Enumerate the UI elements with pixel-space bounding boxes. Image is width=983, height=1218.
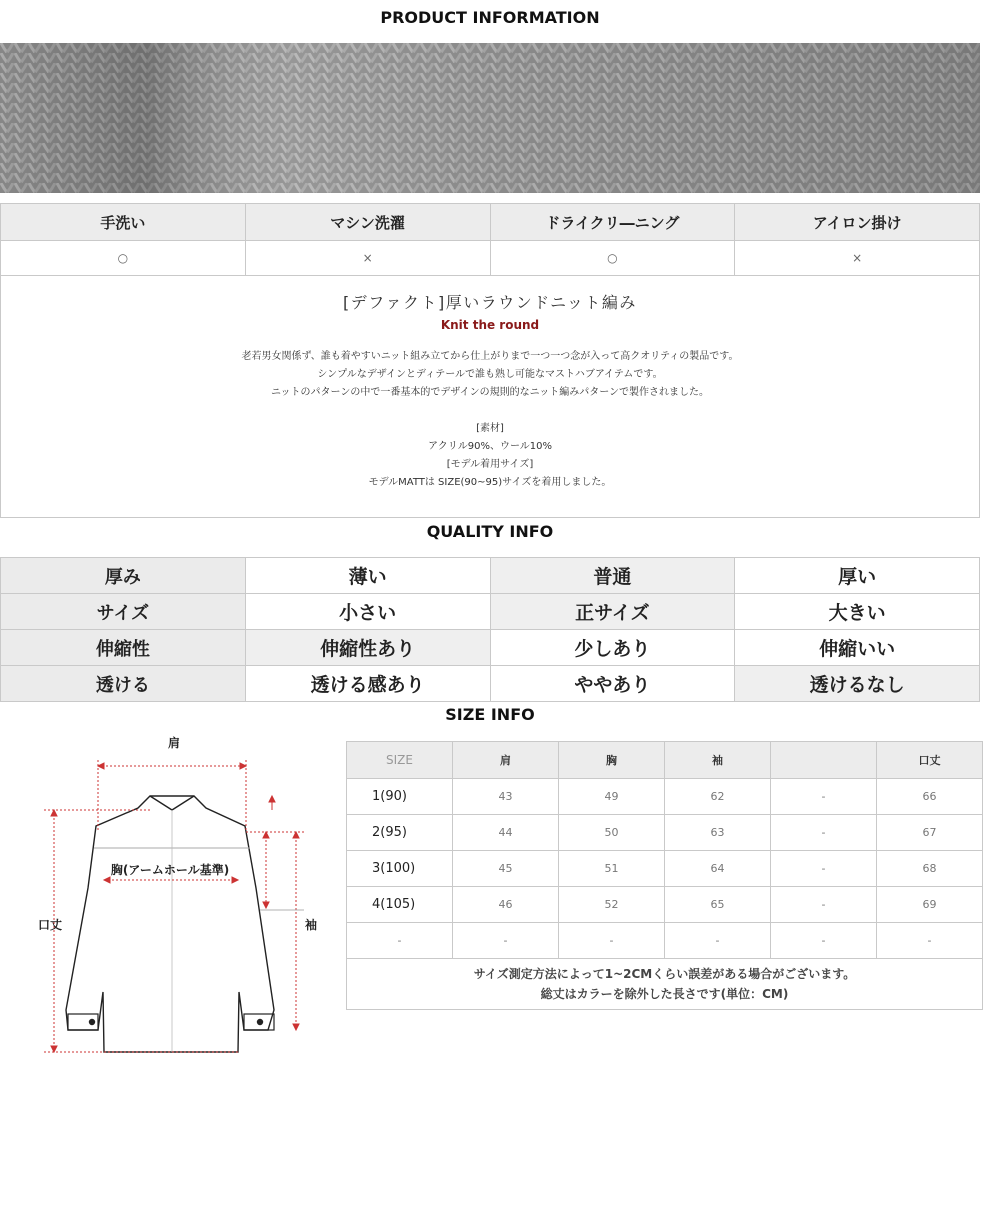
size-note-line: 総丈はカラーを除外した長さです(単位：CM): [540, 987, 789, 1001]
care-value-dry-clean: ○: [490, 241, 735, 276]
size-cell: -: [559, 923, 665, 959]
care-header-iron: アイロン掛け: [735, 204, 980, 241]
quality-label: 厚み: [1, 558, 246, 594]
size-cell: 51: [559, 851, 665, 887]
size-cell: -: [347, 923, 453, 959]
quality-option: 伸縮性あり: [245, 630, 490, 666]
quality-option: 小さい: [245, 594, 490, 630]
care-value-iron: ×: [735, 241, 980, 276]
size-header: 袖: [665, 742, 771, 779]
measurement-lines: [44, 760, 304, 1052]
shirt-outline-icon: [66, 796, 274, 1052]
table-row: [347, 923, 983, 959]
quality-row-stretch: [1, 630, 980, 666]
care-table: [0, 203, 980, 518]
shirt-measurement-diagram: [28, 730, 328, 1060]
size-cell: 69: [877, 887, 983, 923]
size-cell: -: [877, 923, 983, 959]
description-subtitle: Knit the round: [440, 318, 540, 332]
size-note-line: サイズ測定方法によって1~2CMくらい誤差がある場合がございます。: [473, 967, 856, 981]
size-cell: 66: [877, 779, 983, 815]
size-cell: -: [453, 923, 559, 959]
table-row: [347, 851, 983, 887]
size-cell: -: [771, 887, 877, 923]
quality-row-sheerness: [1, 666, 980, 702]
material-label: [素材]: [476, 423, 504, 434]
quality-option: 普通: [490, 558, 735, 594]
size-cell: -: [771, 923, 877, 959]
description-line: シンプルなデザインとディテールで誰も熟し可能なマストハブアイテムです。: [317, 369, 663, 380]
size-header: 肩: [453, 742, 559, 779]
size-cell: 64: [665, 851, 771, 887]
size-cell: 49: [559, 779, 665, 815]
quality-table: [0, 557, 980, 702]
table-row: [347, 887, 983, 923]
size-cell: 50: [559, 815, 665, 851]
care-header-hand-wash: 手洗い: [1, 204, 246, 241]
quality-option: 伸縮いい: [735, 630, 980, 666]
size-cell: 62: [665, 779, 771, 815]
size-note: [347, 959, 983, 1010]
description-line: 老若男女関係ず、誰も着やすいニット組み立てから仕上がりまで一つ一つ念が入って高クオリティの製品です。: [241, 351, 739, 362]
size-cell: 43: [453, 779, 559, 815]
quality-label: サイズ: [1, 594, 246, 630]
table-row: [347, 815, 983, 851]
size-cell: 3(100): [347, 851, 453, 887]
quality-row-thickness: [1, 558, 980, 594]
quality-option: 透けるなし: [735, 666, 980, 702]
size-cell: 1(90): [347, 779, 453, 815]
size-header: SIZE: [347, 742, 453, 779]
size-header: 胸: [559, 742, 665, 779]
size-info-heading: SIZE INFO: [445, 705, 535, 724]
size-header: 口丈: [877, 742, 983, 779]
size-cell: -: [771, 851, 877, 887]
size-cell: 63: [665, 815, 771, 851]
diagram-label-shoulder: 肩: [167, 736, 181, 750]
size-cell: 67: [877, 815, 983, 851]
diagram-label-chest: 胸(アームホール基準): [110, 863, 230, 877]
size-table: [346, 741, 983, 1010]
size-cell: 46: [453, 887, 559, 923]
care-header-machine-wash: マシン洗濯: [245, 204, 490, 241]
diagram-label-length: 口丈: [38, 918, 63, 932]
quality-row-size: [1, 594, 980, 630]
table-row: [347, 779, 983, 815]
quality-option: 大きい: [735, 594, 980, 630]
size-cell: 52: [559, 887, 665, 923]
quality-label: 透ける: [1, 666, 246, 702]
description-body: [1, 348, 979, 492]
quality-option: 透ける感あり: [245, 666, 490, 702]
size-cell: 68: [877, 851, 983, 887]
quality-option: 正サイズ: [490, 594, 735, 630]
size-cell: -: [771, 815, 877, 851]
size-cell: -: [771, 779, 877, 815]
quality-option: 少しあり: [490, 630, 735, 666]
size-cell: 44: [453, 815, 559, 851]
material-value: アクリル90%、ウール10%: [428, 441, 552, 452]
product-info-heading: PRODUCT INFORMATION: [380, 8, 600, 27]
model-size-label: [モデル着用サイズ]: [446, 459, 534, 470]
size-cell: 65: [665, 887, 771, 923]
quality-option: ややあり: [490, 666, 735, 702]
model-size-value: モデルMATTは SIZE(90~95)サイズを着用しました。: [368, 477, 612, 488]
quality-label: 伸縮性: [1, 630, 246, 666]
quality-option: 厚い: [735, 558, 980, 594]
care-value-hand-wash: ○: [1, 241, 246, 276]
description-title: [デファクト]厚いラウンドニット編み: [343, 293, 637, 312]
description-cell: [1, 276, 980, 518]
size-cell: -: [665, 923, 771, 959]
diagram-label-sleeve: 袖: [305, 918, 318, 932]
care-value-machine-wash: ×: [245, 241, 490, 276]
size-cell: 45: [453, 851, 559, 887]
size-cell: 2(95): [347, 815, 453, 851]
care-header-dry-clean: ドライクリ―ニング: [490, 204, 735, 241]
knit-texture-photo: [0, 43, 980, 193]
description-line: ニットのパターンの中で一番基本的でデザインの規則的なニット編みパターンで製作されました。: [270, 387, 710, 398]
quality-option: 薄い: [245, 558, 490, 594]
quality-info-heading: QUALITY INFO: [426, 522, 554, 541]
size-cell: 4(105): [347, 887, 453, 923]
size-header: [771, 742, 877, 779]
